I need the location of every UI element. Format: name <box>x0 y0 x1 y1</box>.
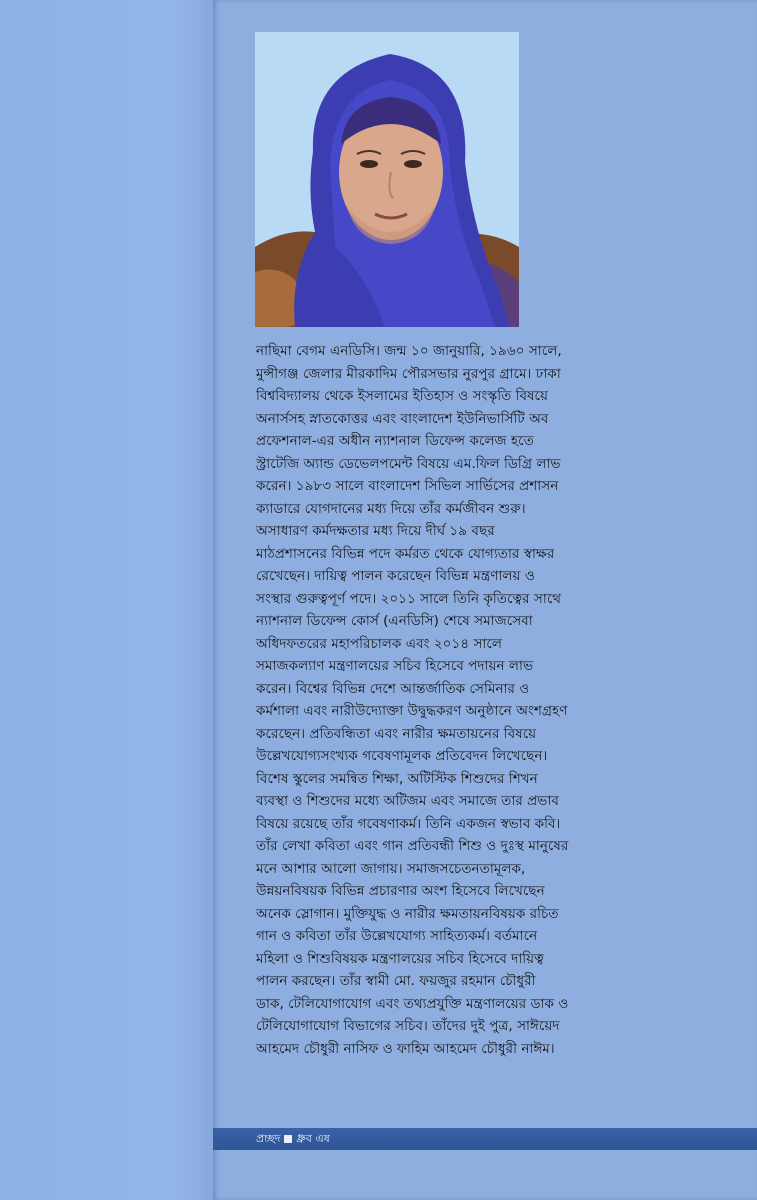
bio-line: মহিলা ও শিশুবিষয়ক মন্ত্রণালয়ের সচিব হিসেবে দায়িত্ব <box>256 950 544 967</box>
bio-line: ডাক, টেলিযোগাযোগ এবং তথ্যপ্রযুক্তি মন্ত্রণালয়ের ডাক ও <box>256 995 569 1012</box>
bio-line: করেন। ১৯৮৩ সালে বাংলাদেশ সিভিল সার্ভিসের প্রশাসন <box>256 478 559 494</box>
bio-line: উন্নয়নবিষয়ক বিভিন্ন প্রচারণার অংশ হিসেবে লিখেছেন <box>256 883 545 899</box>
bio-line: মনে আশার আলো জাগায়। সমাজসচেতনতামূলক, <box>256 860 526 877</box>
bio-line: প্রফেশনাল-এর অধীন ন্যাশনাল ডিফেন্স কলেজ হতে <box>256 433 534 449</box>
bio-line: মুন্সীগঞ্জ জেলার মীরকাদিম পৌরসভার নুরপুর গ্রামে। ঢাকা <box>256 365 561 382</box>
bio-line: মাঠপ্রশাসনের বিভিন্ন পদে কর্মরত থেকে যোগ্যতার স্বাক্ষর <box>256 545 555 562</box>
author-photo <box>255 32 519 327</box>
bio-line: অনেক স্লোগান। মুক্তিযুদ্ধ ও নারীর ক্ষমতায়নবিষয়ক রচিত <box>256 905 559 922</box>
bio-line: উল্লেখযোগ্যসংখ্যক গবেষণামূলক প্রতিবেদন লিখেছেন। <box>256 748 548 764</box>
bio-line: করেছেন। প্রতিবন্ধিতা এবং নারীর ক্ষমতায়নের বিষয়ে <box>256 725 537 742</box>
bio-line: বিশ্ববিদ্যালয় থেকে ইসলামের ইতিহাস ও সংস্কৃতি বিষয়ে <box>256 388 549 404</box>
bio-line: কর্মশালা এবং নারীউদ্যোক্তা উদ্বুদ্ধকরণ অনুষ্ঠানে অংশগ্রহণ <box>256 703 568 719</box>
bio-line: রেখেছেন। দায়িত্ব পালন করেছেন বিভিন্ন মন্ত্রণালয় ও <box>256 568 535 584</box>
bio-line: ব্যবস্থা ও শিশুদের মধ্যে অটিজম এবং সমাজে তার প্রভাব <box>256 793 559 809</box>
credit-label: প্রচ্ছদ <box>256 1132 281 1145</box>
credit-name: ধ্রুব এষ <box>296 1132 330 1145</box>
bio-line: টেলিযোগাযোগ বিভাগের সচিব। তাঁদের দুই পুত্র, সাঈয়েদ <box>256 1018 560 1034</box>
bio-line: বিষয়ে রয়েছে তাঁর গবেষণাকর্ম। তিনি একজন স্বভাব কবি। <box>256 815 561 832</box>
bio-line: সমাজকল্যাণ মন্ত্রণালয়ের সচিব হিসেবে পদায়ন লাভ <box>256 658 534 674</box>
bio-line: নাছিমা বেগম এনডিসি। জন্ম ১০ জানুয়ারি, ১৯৬০ সালে, <box>256 343 562 359</box>
author-bio <box>256 340 750 1090</box>
bio-line: সংস্থার গুরুত্বপূর্ণ পদে। ২০১১ সালে তিনি কৃতিত্বের সাথে <box>256 590 562 607</box>
cover-spine <box>0 0 213 1200</box>
bio-line: করেন। বিশ্বের বিভিন্ন দেশে আন্তর্জাতিক সেমিনার ও <box>256 680 530 697</box>
bio-line: বিশেষ স্কুলের সমন্বিত শিক্ষা, অটিস্টিক শিশুদের শিখন <box>256 770 538 787</box>
bio-line: পালন করছেন। তাঁর স্বামী মো. ফয়জুর রহমান চৌধুরী <box>256 973 536 989</box>
bio-line: অনার্সসহ স্নাতকোত্তর এবং বাংলাদেশ ইউনিভার্সিটি অব <box>256 410 549 427</box>
bio-line: অধিদফতরের মহাপরিচালক এবং ২০১৪ সালে <box>256 635 502 652</box>
square-bullet-icon <box>284 1135 292 1143</box>
bio-line: ক্যাডারে যোগদানের মধ্য দিয়ে তাঁর কর্মজীবন শুরু। <box>256 500 526 517</box>
bio-line: গান ও কবিতা তাঁর উল্লেখযোগ্য সাহিত্যকর্ম। বর্তমানে <box>256 928 538 944</box>
cover-credit <box>256 1130 330 1148</box>
bio-line: আহমেদ চৌধুরী নাসিফ ও ফাহিম আহমেদ চৌধুরী নাঈম। <box>256 1040 555 1057</box>
bio-line: অসাধারণ কর্মদক্ষতার মধ্য দিয়ে দীর্ঘ ১৯ বছর <box>256 523 495 539</box>
bio-line: তাঁর লেখা কবিতা এবং গান প্রতিবন্ধী শিশু ও দুঃস্থ মানুষের <box>256 838 569 854</box>
bio-line: ন্যাশনাল ডিফেন্স কোর্স (এনডিসি) শেষে সমাজসেবা <box>256 613 533 629</box>
bio-line: স্ট্রাটেজি অ্যান্ড ডেভেলপমেন্ট বিষয়ে এম.ফিল ডিগ্রি লাভ <box>256 455 561 472</box>
